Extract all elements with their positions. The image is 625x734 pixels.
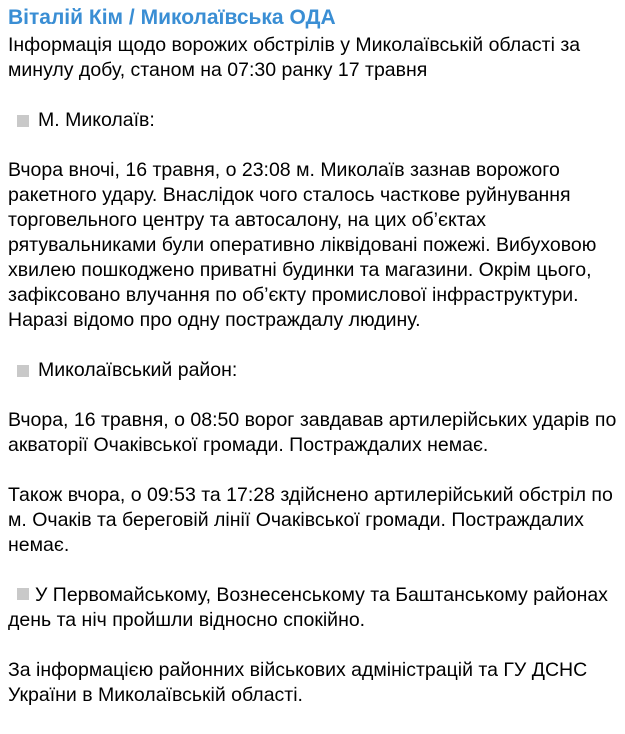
spacer (8, 458, 620, 483)
footer-text: За інформацією районних військових адміністрацій та ГУ ДСНС України в Миколаївській області. (8, 659, 588, 706)
other-districts-label: У Первомайському, Вознесенському та Баштанському районах день та ніч пройшли відносно спокійно. (8, 584, 608, 631)
spacer (8, 133, 620, 158)
spacer (8, 558, 620, 583)
section-heading-mykolaiv-city (8, 108, 620, 133)
mykolaiv-city-text: Вчора вночі, 16 травня, о 23:08 м. Миколаїв зазнав ворожого ракетного удару. Внаслідок чого сталось часткове руйнування торговельного центру та автосалону, на цих об’єктах рятувальниками були оперативно ліквідовані пожежі. Вибуховою хвилею пошкоджено приватні будинки та магазини. Окрім цього, зафіксовано влучання по об’єкту промислової інфраструктури. Наразі відомо про одну постраждалу людину. (8, 159, 597, 331)
gray-square-icon (17, 365, 29, 377)
spacer (8, 333, 620, 358)
mykolaiv-district-text-1: Вчора, 16 травня, о 08:50 ворог завдавав артилерійських ударів по акваторії Очаківської громади. Постраждалих немає. (8, 409, 617, 456)
gray-square-icon (17, 115, 29, 127)
mykolaiv-district-text-2: Також вчора, о 09:53 та 17:28 здійснено артилерійський обстріл по м. Очаків та береговій лінії Очаківської громади. Постраждалих немає. (8, 484, 613, 556)
gray-square-icon (17, 588, 29, 600)
other-districts-text (8, 583, 620, 633)
section-heading-mykolaiv-district (8, 358, 620, 383)
author-name-link[interactable]: Віталій Кім / Миколаївська ОДА (8, 6, 336, 29)
spacer (8, 83, 620, 108)
section-heading-label: Миколаївський район: (38, 359, 238, 381)
section-heading-label: М. Миколаїв: (38, 109, 155, 131)
spacer (8, 383, 620, 408)
message-post (8, 4, 620, 708)
spacer (8, 633, 620, 658)
intro-text: Інформація щодо ворожих обстрілів у Миколаївській області за минулу добу, станом на 07:30 ранку 17 травня (8, 34, 581, 81)
